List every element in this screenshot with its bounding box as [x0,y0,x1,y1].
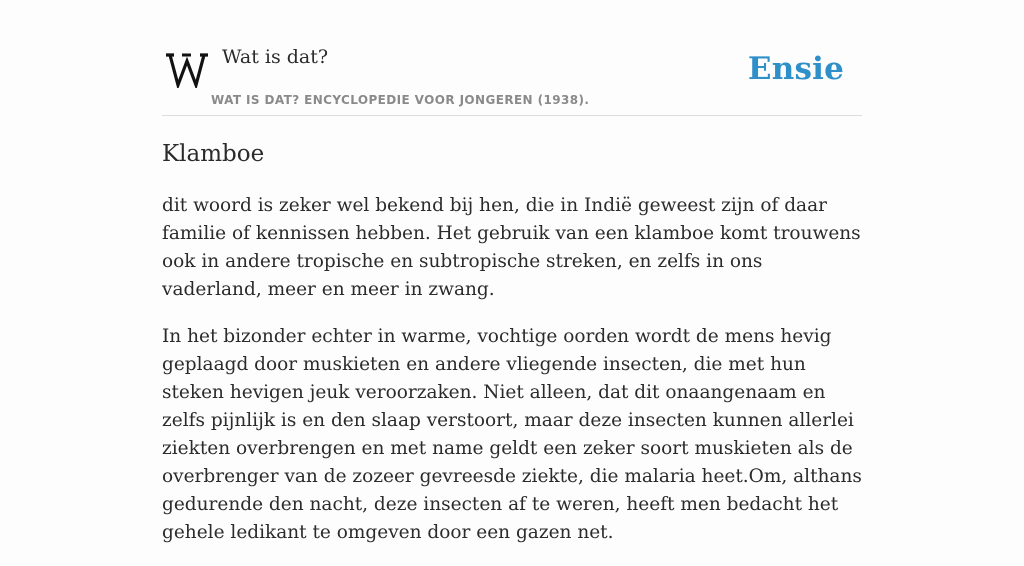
source-subtitle: WAT IS DAT? ENCYCLOPEDIE VOOR JONGEREN (1938). [211,93,590,107]
article-body [162,138,862,566]
page-header [162,40,862,116]
brand-logo[interactable]: Ensie [747,51,844,87]
article-paragraph: In het bizonder echter in warme, vochtige oorden wordt de mens hevig geplaagd door muskieten en andere vliegende insecten, die met hun steken hevigen jeuk veroorzaken. Niet alleen, dat dit onaangenaam en zelfs pijnlijk is en den slaap verstoort, maar deze insecten kunnen allerlei ziekten overbrengen en met name geldt een zeker soort muskieten als de overbrenger van de zozeer gevreesde ziekte, die malaria heet.Om, althans gedurende den nacht, deze insecten af te weren, heeft men bedacht het gehele ledikant te omgeven door een gazen net. [162,326,862,543]
article-paragraph: dit woord is zeker wel bekend bij hen, die in Indië geweest zijn of daar familie of kennissen hebben. Het gebruik van een klamboe komt trouwens ook in andere tropische en subtropische streken, en zelfs in ons vaderland, meer en meer in zwang. [162,195,861,300]
page-title[interactable]: Wat is dat? [222,46,329,68]
article-headword: Klamboe [162,141,265,167]
wikipedia-w-icon[interactable] [164,50,210,90]
